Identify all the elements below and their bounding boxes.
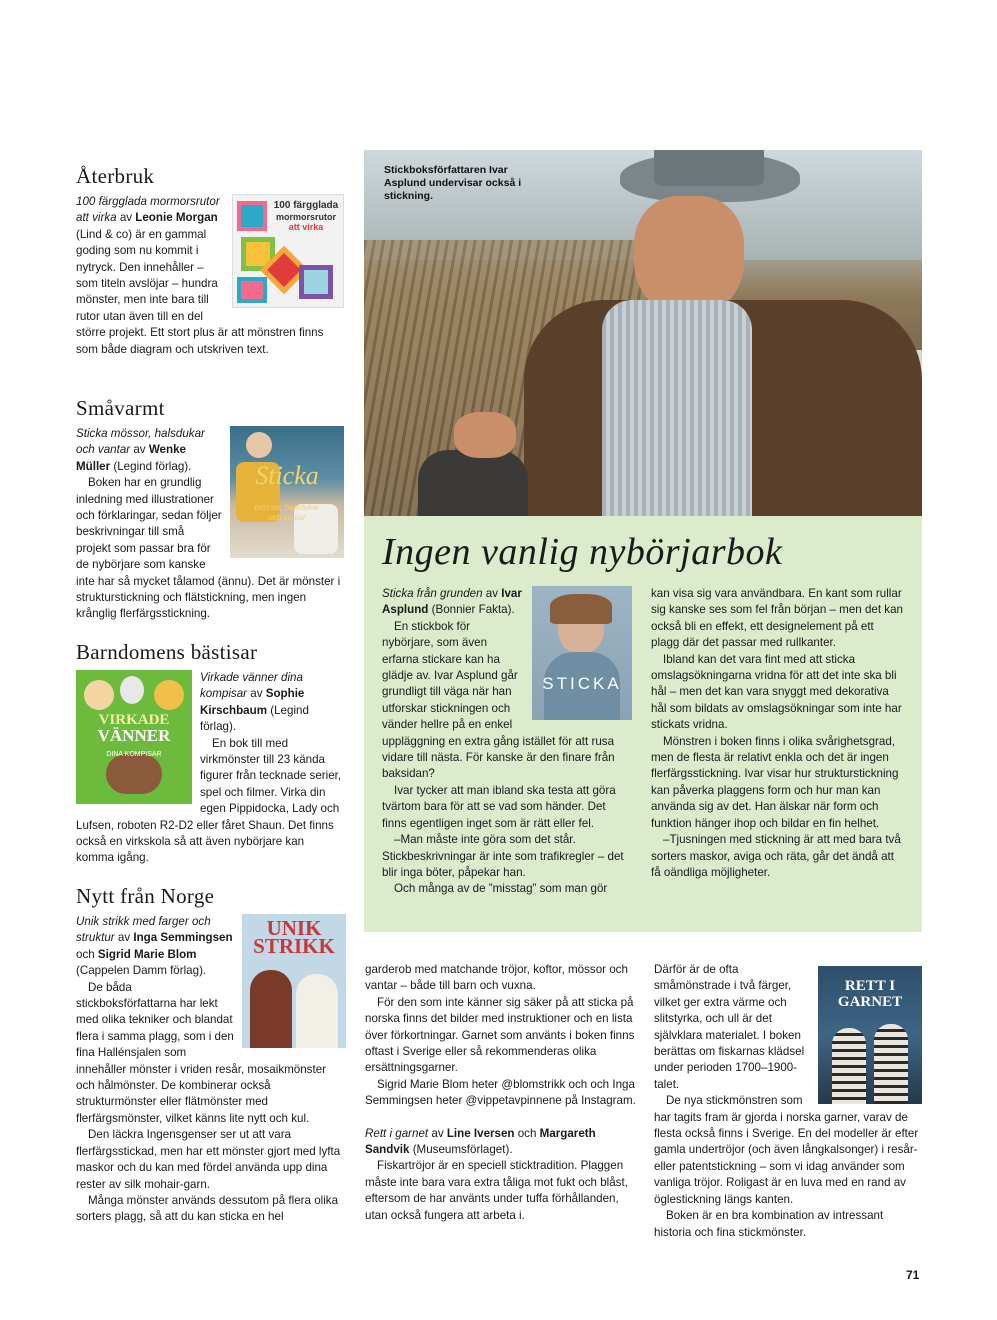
paragraph-2: En stickbok för nybörjare, som även erfarna stickare kan ha glädje av. Ivar Asplund går grundligt till väga när han utforskar stickningen och vänder hellre på en enkel uppläggning en extra gång istället för att rusa vidare till nästa. För kanske är den finare från baksidan?: [382, 619, 615, 781]
photo-caption: Stickboksförfattaren Ivar Asplund undervisar också i stickning.: [384, 164, 522, 202]
cover-title-3: att virka: [288, 222, 324, 232]
publisher: (Cappelen Damm förlag).: [76, 964, 207, 978]
and-text: och: [514, 1126, 540, 1140]
book-cover-mormorsrutor: [232, 194, 344, 308]
paragraph-r2: Ibland kan det vara fint med att sticka omslagsökningarna vridna för att det inte ska bli hål – men det kan vara snyggt med dekorativa hål som bildats av omslagsökningar som inte har stickats vridna.: [651, 652, 902, 732]
by-text: av: [114, 931, 134, 945]
paragraph-r3: Mönstren i boken finns i olika svårighetsgrad, men de flesta är relativt enkla och det är ingen flerfärgsstickning. Ivar visar hur strukturstickning kan påverka plaggens form och hur man kan använda sig av det. Han älskar när form och funktion hänger ihop och bildar en fin helhet.: [651, 734, 899, 830]
paragraph-1: Därför är de ofta småmönstrade i två färger, vilket ger extra värme och slitstyrka, och ull är det självklara materialet. I boken berättas om fiskarnas klädsel under perioden 1700–1900-talet.: [654, 963, 805, 1091]
cover-title-1: 100 färgglada: [273, 200, 339, 211]
cover-title-1: RETT I: [844, 978, 896, 994]
paragraph-3: Boken är en bra kombination av intressant historia och fina stickmönster.: [654, 1209, 884, 1239]
cover-title-3: DINA KOMPISAR: [106, 751, 162, 758]
by-text: av: [482, 587, 502, 600]
publisher: (Bonnier Fakta).: [428, 603, 515, 617]
publisher: (Legind förlag).: [110, 459, 192, 473]
by-text: av: [130, 443, 149, 457]
section-title: Småvarmt: [76, 396, 165, 420]
section-barndom: [76, 640, 344, 867]
cover-title-2: mormorsrutor: [275, 212, 336, 222]
author-1: Inga Semmingsen: [133, 931, 233, 945]
paragraph-2: De båda stickboksförfattarna har lekt med olika tekniker och blandat flera i samma plagg, som i den fina Hallénsjalen som innehåller mönster i vriden resår, mosaikmönster och hålmönster. De kombinerar också strukturmönster eller flätmönster med flerfärgsmönster, vilket känns lite nytt och kul.: [76, 980, 327, 1125]
author-2: Margareth Sandvik: [365, 1126, 596, 1157]
book-title: Virkade vänner dina kompisar: [200, 671, 303, 701]
paragraph-5: Fiskartröjor är en speciell sticktradition. Plaggen måste inte bara vara extra tåliga mot fukt och blåst, eftersom de har använts under tuffa förhållanden, utan också fungera att arbeta i.: [365, 1159, 628, 1222]
description: En bok till med virkmönster till 23 kända figurer från tecknade serier, spel och filmer. Virka din egen Pippidocka, Lady och Lufsen, roboten R2-D2 eller fåret Shaun. Det finns också en virkskola så att även nybörjare kan komma igång.: [76, 736, 342, 865]
description: (Lind & co) är en gammal goding som nu kommit i nytryck. Den innehåller – som titeln avslöjar – hundra mönster, men inte bara till rutor utan även till en del större projekt. Ett stort plus är att mönstren finns som både diagram och utskriven text.: [76, 227, 324, 356]
cover-title-2: VÄNNER: [97, 726, 171, 745]
book-title: Unik strikk med farger och struktur: [76, 915, 211, 945]
knitting: [418, 450, 528, 516]
feature-panel: [364, 516, 922, 932]
author: Sophie Kirschbaum: [200, 687, 305, 717]
author: Wenke Müller: [76, 443, 186, 473]
cover-title-2: mössor, halsdukar: [254, 503, 320, 512]
scarf: [602, 300, 752, 516]
paragraph-r4: –Tjusningen med stickning är att med bara två sorters maskor, aviga och räta, går det ändå att få oändliga möjligheter.: [651, 833, 901, 879]
section-body: [76, 914, 346, 1226]
publisher: (Museumsförlaget).: [409, 1143, 513, 1157]
section-title: Återbruk: [76, 164, 155, 188]
section-aterbruk: [76, 164, 344, 358]
cover-title-3: och vantar: [268, 513, 306, 522]
section-body: [76, 670, 344, 867]
book-title: Sticka från grunden: [382, 587, 483, 600]
paragraph-3: Ivar tycker att man ibland ska testa att göra tvärtom bara för att se vad som händer. Det finns egentligen inget som är rätt eller fel.: [382, 783, 616, 830]
cover-title-1: VIRKADE: [98, 712, 170, 728]
by-text: av: [247, 687, 266, 701]
feature-title: Ingen vanlig nybörjarbok: [382, 531, 783, 573]
book-cover-rett-i-garnet: [818, 966, 922, 1104]
author: Leonie Morgan: [135, 211, 218, 225]
feature-col-left: [382, 586, 632, 898]
section-body: [76, 194, 344, 358]
by-text: av: [116, 211, 136, 225]
paragraph-r1: kan visa sig vara användbara. En kant som rullar sig kanske ses som fel från början – men det kan också bli en effekt, ett designelement på ett plagg där det passar med rullkanter.: [651, 587, 903, 650]
middle-column: [365, 962, 637, 1224]
paragraph-1: garderob med matchande tröjor, koftor, mössor och vantar – både till barn och vuxna.: [365, 963, 628, 993]
by-text: av: [428, 1126, 447, 1140]
section-title: Barndomens bästisar: [76, 640, 258, 664]
book-title: 100 färgglada mormorsrutor att virka: [76, 195, 220, 225]
book-cover-unik-strikk: [242, 914, 346, 1048]
paragraph-4: –Man måste inte göra som det står. Stickbeskrivningar är inte som trafikregler – det blir inga böter, påpekar han.: [382, 833, 624, 879]
portrait-photo: [364, 150, 922, 516]
book-cover-sticka-mossor: [230, 426, 344, 558]
paragraph-2: För den som inte känner sig säker på att sticka på norska finns det bilder med instruktioner och en lista över förkortningar. Garnet som använts i boken finns oftast i Sverige eller så rekommenderas olika ersättningsgarner.: [365, 995, 635, 1075]
paragraph-2: De nya stickmönstren som har tagits fram är gjorda i norska garner, varav de flesta också finns i Sverige. En del modeller är efter gamla undertröjor (och även långkalsonger) i resår- eller patentstickning – som vi idag använder som vanliga tröjor. Roligast är en luva med en rand av öglestickning längs kanten.: [654, 1094, 919, 1206]
cover-title-1: Sticka: [255, 461, 319, 490]
page-number: 71: [906, 1268, 920, 1282]
section-norge: [76, 884, 346, 1226]
feature-col-right: [651, 586, 905, 881]
cover-title-1: STICKA: [542, 674, 622, 693]
paragraph-3: Sigrid Marie Blom heter @blomstrikk och och Inga Semmingsen heter @vippetavpinnene på Instagram.: [365, 1077, 636, 1108]
book-title: Rett i garnet: [365, 1126, 429, 1140]
right-column: [654, 962, 922, 1241]
author-1: Line Iversen: [446, 1126, 515, 1140]
paragraph-3: Den läckra Ingensgenser ser ut att vara flerfärgsstickad, men har ett mönster gjort med lyfta maskor och du kan med fördel använda upp dina rester av silk mohair-garn.: [76, 1128, 341, 1191]
cover-title-2: STRIKK: [253, 934, 335, 958]
cover-title-1: UNIK: [266, 916, 322, 940]
paragraph-5: Och många av de ”misstag” som man gör: [394, 882, 608, 896]
book-cover-virkade-vanner: [76, 670, 192, 804]
face: [634, 196, 744, 316]
publisher: (Legind förlag).: [200, 703, 309, 734]
section-title: Nytt från Norge: [76, 884, 215, 908]
book-title: Sticka mössor, halsdukar och vantar: [76, 427, 205, 457]
and-text: och: [76, 947, 98, 961]
book-cover-sticka: [532, 586, 632, 720]
author-2: Sigrid Marie Blom: [97, 947, 197, 961]
section-smavarmt: [76, 396, 344, 623]
paragraph-4: Många mönster används dessutom på flera olika sorters plagg, så att du kan sticka en hel: [76, 1193, 339, 1224]
description: Boken har en grundlig inledning med illustrationer och förklaringar, sedan följer beskrivningar till små projekt som passar bra för de nybörjare som kanske inte har så mycket tålamod (ännu). Det är mönster i strukturstickning och flätstickning, men ingen krånglig flerfärgsstickning.: [76, 476, 341, 621]
author: Ivar Asplund: [382, 587, 522, 617]
section-body: [76, 426, 344, 623]
cover-title-2: GARNET: [837, 994, 903, 1010]
